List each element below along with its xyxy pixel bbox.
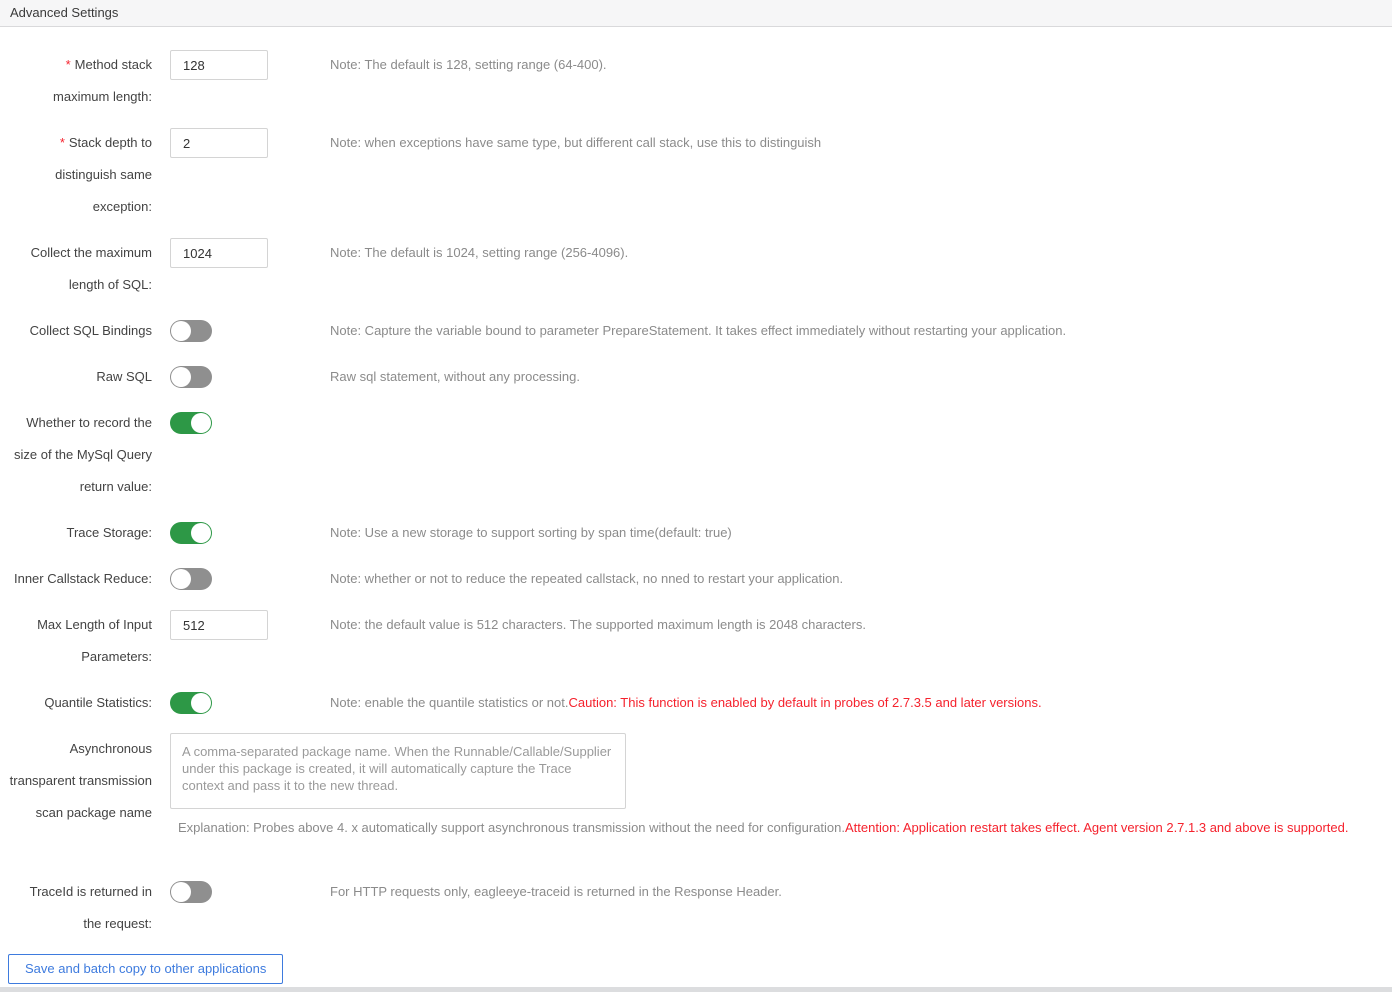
callstack-reduce-toggle[interactable] (170, 568, 212, 590)
form-row-input-params (0, 609, 1392, 673)
form-row-quantile-stats (0, 687, 1392, 719)
field-note: Note: The default is 128, setting range (64-400). (330, 57, 607, 72)
field-control (170, 733, 1392, 836)
attention-text: Attention: Application restart takes effect. Agent version 2.7.1.3 and above is supported. (845, 820, 1349, 835)
trace-storage-toggle[interactable] (170, 522, 212, 544)
field-control (170, 609, 330, 640)
field-note: Note: The default is 1024, setting range (256-4096). (330, 245, 629, 260)
required-marker: * (59, 135, 65, 150)
field-note: Note: the default value is 512 characters. The supported maximum length is 2048 characters. (330, 617, 866, 632)
form-row-async-package (0, 733, 1392, 836)
settings-form (0, 27, 1392, 984)
field-control (170, 407, 330, 434)
field-label: Raw SQL (96, 369, 152, 384)
field-control (170, 49, 330, 80)
input-params-length-input[interactable] (170, 610, 268, 640)
field-control (170, 517, 330, 544)
field-note: Raw sql statement, without any processing. (330, 369, 581, 384)
field-label: Trace Storage: (66, 525, 152, 540)
stack-depth-input[interactable] (170, 128, 268, 158)
field-label: Asynchronous transparent transmission scan package name (9, 741, 152, 820)
sql-max-length-input[interactable] (170, 238, 268, 268)
toggle-knob (191, 693, 211, 713)
raw-sql-toggle[interactable] (170, 366, 212, 388)
field-control (170, 127, 330, 158)
sql-bindings-toggle[interactable] (170, 320, 212, 342)
explanation-text: Explanation: Probes above 4. x automatically support asynchronous transmission without the need for configuration.Attention: Application restart takes effect. Agent version 2.7.1.3 and above is supported. (178, 820, 1349, 835)
form-row-callstack-reduce (0, 563, 1392, 595)
field-control (170, 315, 330, 342)
panel-title: Advanced Settings (10, 5, 119, 20)
field-control (170, 876, 330, 903)
form-row-sql-bindings (0, 315, 1392, 347)
toggle-knob (171, 321, 191, 341)
field-label: TraceId is returned in the request: (29, 884, 152, 931)
field-note: Note: whether or not to reduce the repeated callstack, no nned to restart your application. (330, 571, 844, 586)
form-row-stack-depth (0, 127, 1392, 223)
field-control (170, 361, 330, 388)
caution-text: Caution: This function is enabled by default in probes of 2.7.3.5 and later versions. (568, 695, 1042, 710)
panel-header (0, 0, 1392, 27)
form-row-raw-sql (0, 361, 1392, 393)
form-row-method-stack (0, 49, 1392, 113)
quantile-stats-toggle[interactable] (170, 692, 212, 714)
form-row-trace-storage (0, 517, 1392, 549)
field-label: Collect SQL Bindings (29, 323, 152, 338)
field-control (170, 687, 330, 714)
method-stack-length-input[interactable] (170, 50, 268, 80)
field-note: Note: Capture the variable bound to parameter PrepareStatement. It takes effect immediately without restarting your application. (330, 323, 1067, 338)
form-row-sql-length (0, 237, 1392, 301)
field-label: * Method stack maximum length: (53, 57, 152, 104)
form-row-traceid (0, 876, 1392, 940)
field-label: Collect the maximum length of SQL: (30, 245, 152, 292)
toggle-knob (171, 882, 191, 902)
form-row-mysql-return-size (0, 407, 1392, 503)
field-label: Whether to record the size of the MySql Query return value: (14, 415, 152, 494)
field-label: Inner Callstack Reduce: (13, 571, 152, 586)
mysql-return-size-toggle[interactable] (170, 412, 212, 434)
field-label: Max Length of Input Parameters: (37, 617, 152, 664)
toggle-knob (191, 523, 211, 543)
field-note: Note: when exceptions have same type, but different call stack, use this to distinguish (330, 135, 822, 150)
field-note: Note: enable the quantile statistics or not.Caution: This function is enabled by default in probes of 2.7.3.5 and later versions. (330, 695, 1042, 710)
field-control (170, 563, 330, 590)
field-label: * Stack depth to distinguish same exception: (55, 135, 152, 214)
toggle-knob (171, 569, 191, 589)
traceid-toggle[interactable] (170, 881, 212, 903)
save-batch-copy-button[interactable]: Save and batch copy to other applications (8, 954, 283, 984)
field-note: For HTTP requests only, eagleeye-traceid is returned in the Response Header. (330, 884, 782, 899)
required-marker: * (65, 57, 71, 72)
async-package-textarea[interactable] (170, 733, 626, 809)
bottom-edge-strip (0, 987, 1392, 992)
field-control (170, 237, 330, 268)
toggle-knob (171, 367, 191, 387)
field-label: Quantile Statistics: (44, 695, 152, 710)
field-note: Note: Use a new storage to support sorting by span time(default: true) (330, 525, 732, 540)
toggle-knob (191, 413, 211, 433)
